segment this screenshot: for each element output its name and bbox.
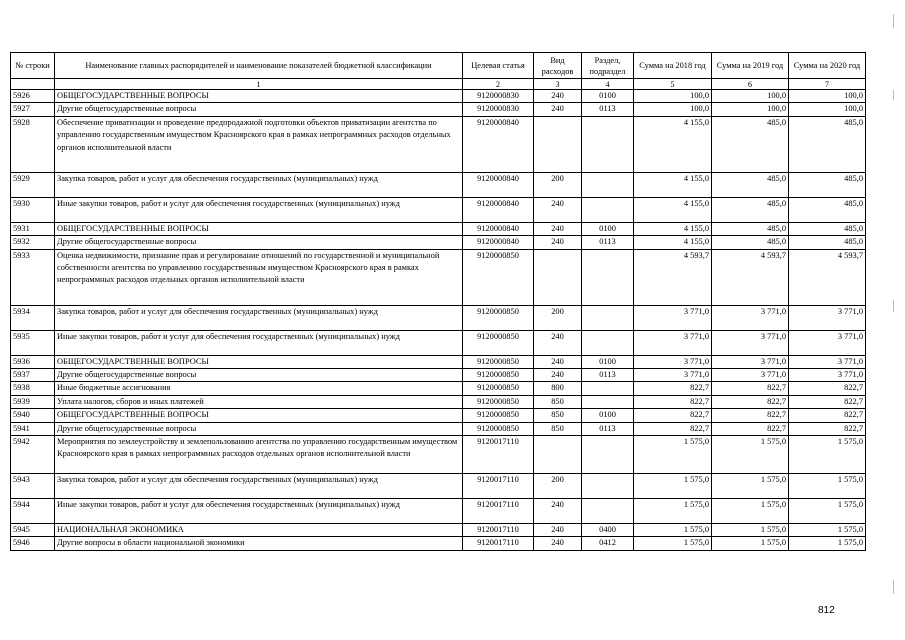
sum-2020: 3 771,0: [789, 330, 866, 355]
section-code: 0113: [582, 369, 634, 382]
row-name: Обеспечение приватизации и проведение предпродажной подготовки объектов приватизации агентства по управлению государственным имуществом Красноярского края в рамках непрограммных расходов отдельных органов исполнительной власти: [55, 116, 463, 172]
sum-2020: 485,0: [789, 197, 866, 222]
sum-2019: 3 771,0: [712, 305, 789, 330]
row-number: 5939: [11, 395, 55, 408]
section-code: [582, 249, 634, 305]
sum-2019: 822,7: [712, 395, 789, 408]
page-number: 812: [818, 605, 835, 616]
expense-type: 850: [534, 409, 582, 422]
row-name: Уплата налогов, сборов и иных платежей: [55, 395, 463, 408]
target-article: 9120000850: [463, 395, 534, 408]
table-row: [11, 197, 866, 222]
sum-2020: 3 771,0: [789, 355, 866, 368]
section-code: 0100: [582, 222, 634, 235]
section-code: 0113: [582, 236, 634, 249]
row-number: 5932: [11, 236, 55, 249]
row-name: ОБЩЕГОСУДАРСТВЕННЫЕ ВОПРОСЫ: [55, 90, 463, 103]
table-row: [11, 172, 866, 197]
column-number: 5: [634, 79, 712, 90]
row-number: 5945: [11, 524, 55, 537]
sum-2020: 1 575,0: [789, 436, 866, 474]
sum-2018: 822,7: [634, 409, 712, 422]
row-name: Закупка товаров, работ и услуг для обеспечения государственных (муниципальных) нужд: [55, 305, 463, 330]
column-number: 1: [55, 79, 463, 90]
column-number: 6: [712, 79, 789, 90]
sum-2018: 4 593,7: [634, 249, 712, 305]
row-number: 5934: [11, 305, 55, 330]
sum-2018: 1 575,0: [634, 537, 712, 550]
row-name: Мероприятия по землеустройству и землепользованию агентства по управлению государственным имуществом Красноярского края в рамках непрограммных расходов отдельных органов исполнительной власти: [55, 436, 463, 474]
column-number: 4: [582, 79, 634, 90]
row-number: 5943: [11, 474, 55, 499]
column-number: 2: [463, 79, 534, 90]
scan-edge-mark: [893, 580, 894, 594]
sum-2019: 4 593,7: [712, 249, 789, 305]
sum-2018: 1 575,0: [634, 436, 712, 474]
sum-2018: 1 575,0: [634, 524, 712, 537]
table-row: [11, 436, 866, 474]
table-row: [11, 409, 866, 422]
table-row: [11, 422, 866, 435]
header-expense-type: Вид расходов: [534, 53, 582, 79]
scan-edge-mark: [893, 300, 894, 312]
table-row: [11, 395, 866, 408]
row-name: Другие общегосударственные вопросы: [55, 103, 463, 116]
expense-type: [534, 116, 582, 172]
sum-2020: 822,7: [789, 382, 866, 395]
section-code: 0113: [582, 103, 634, 116]
target-article: 9120000840: [463, 116, 534, 172]
header-sum-2018: Сумма на 2018 год: [634, 53, 712, 79]
expense-type: 240: [534, 236, 582, 249]
sum-2020: 822,7: [789, 422, 866, 435]
scan-edge-mark: [893, 14, 894, 28]
row-number: 5936: [11, 355, 55, 368]
sum-2020: 485,0: [789, 116, 866, 172]
target-article: 9120000840: [463, 236, 534, 249]
sum-2019: 822,7: [712, 422, 789, 435]
target-article: 9120000850: [463, 422, 534, 435]
sum-2019: 1 575,0: [712, 524, 789, 537]
target-article: 9120017110: [463, 524, 534, 537]
sum-2018: 3 771,0: [634, 369, 712, 382]
sum-2018: 822,7: [634, 395, 712, 408]
sum-2020: 1 575,0: [789, 537, 866, 550]
row-number: 5941: [11, 422, 55, 435]
target-article: 9120017110: [463, 499, 534, 524]
target-article: 9120000840: [463, 172, 534, 197]
table-row: [11, 236, 866, 249]
row-name: Другие общегосударственные вопросы: [55, 369, 463, 382]
section-code: [582, 116, 634, 172]
sum-2019: 822,7: [712, 382, 789, 395]
section-code: [582, 382, 634, 395]
table-row: [11, 116, 866, 172]
sum-2019: 485,0: [712, 197, 789, 222]
target-article: 9120000850: [463, 382, 534, 395]
sum-2018: 100,0: [634, 103, 712, 116]
row-name: Оценка недвижимости, признание прав и регулирование отношений по государственной и муниципальной собственности агентства по управлению государственным имуществом Красноярского края в рамках непрограммных расходов отдельных органов исполнительной власти: [55, 249, 463, 305]
table-row: [11, 103, 866, 116]
target-article: 9120017110: [463, 436, 534, 474]
table-row: [11, 90, 866, 103]
section-code: [582, 474, 634, 499]
section-code: [582, 330, 634, 355]
expense-type: 200: [534, 474, 582, 499]
expense-type: 240: [534, 499, 582, 524]
row-name: Другие вопросы в области национальной экономики: [55, 537, 463, 550]
target-article: 9120000850: [463, 369, 534, 382]
row-number: 5940: [11, 409, 55, 422]
section-code: [582, 436, 634, 474]
row-name: Закупка товаров, работ и услуг для обеспечения государственных (муниципальных) нужд: [55, 474, 463, 499]
row-name: ОБЩЕГОСУДАРСТВЕННЫЕ ВОПРОСЫ: [55, 355, 463, 368]
row-number: 5928: [11, 116, 55, 172]
expense-type: [534, 249, 582, 305]
target-article: 9120000850: [463, 249, 534, 305]
header-sum-2020: Сумма на 2020 год: [789, 53, 866, 79]
sum-2020: 485,0: [789, 222, 866, 235]
section-code: [582, 305, 634, 330]
sum-2019: 485,0: [712, 172, 789, 197]
table-header-row: [11, 53, 866, 79]
expense-type: 240: [534, 197, 582, 222]
expense-type: 200: [534, 305, 582, 330]
sum-2018: 4 155,0: [634, 222, 712, 235]
expense-type: 240: [534, 537, 582, 550]
table-row: [11, 249, 866, 305]
row-number: 5929: [11, 172, 55, 197]
column-number: 3: [534, 79, 582, 90]
section-code: [582, 499, 634, 524]
target-article: 9120000830: [463, 103, 534, 116]
expense-type: 240: [534, 355, 582, 368]
row-name: Другие общегосударственные вопросы: [55, 236, 463, 249]
target-article: 9120000850: [463, 330, 534, 355]
row-name: Иные закупки товаров, работ и услуг для обеспечения государственных (муниципальных) нужд: [55, 330, 463, 355]
section-code: 0400: [582, 524, 634, 537]
section-code: 0100: [582, 90, 634, 103]
row-number: 5927: [11, 103, 55, 116]
target-article: 9120017110: [463, 474, 534, 499]
row-number: 5933: [11, 249, 55, 305]
sum-2018: 3 771,0: [634, 355, 712, 368]
row-name: ОБЩЕГОСУДАРСТВЕННЫЕ ВОПРОСЫ: [55, 409, 463, 422]
expense-type: 240: [534, 330, 582, 355]
sum-2020: 485,0: [789, 236, 866, 249]
sum-2019: 100,0: [712, 90, 789, 103]
expense-type: 240: [534, 524, 582, 537]
expense-type: 850: [534, 422, 582, 435]
expense-type: 240: [534, 369, 582, 382]
target-article: 9120000850: [463, 355, 534, 368]
row-name: Закупка товаров, работ и услуг для обеспечения государственных (муниципальных) нужд: [55, 172, 463, 197]
sum-2019: 485,0: [712, 222, 789, 235]
row-name: ОБЩЕГОСУДАРСТВЕННЫЕ ВОПРОСЫ: [55, 222, 463, 235]
sum-2018: 4 155,0: [634, 172, 712, 197]
row-number: 5931: [11, 222, 55, 235]
row-name: Иные закупки товаров, работ и услуг для обеспечения государственных (муниципальных) нужд: [55, 499, 463, 524]
row-number: 5930: [11, 197, 55, 222]
sum-2020: 100,0: [789, 103, 866, 116]
sum-2019: 1 575,0: [712, 474, 789, 499]
section-code: 0113: [582, 422, 634, 435]
expense-type: 240: [534, 222, 582, 235]
sum-2020: 1 575,0: [789, 524, 866, 537]
expense-type: 850: [534, 395, 582, 408]
row-name: НАЦИОНАЛЬНАЯ ЭКОНОМИКА: [55, 524, 463, 537]
sum-2018: 3 771,0: [634, 305, 712, 330]
header-name: Наименование главных распорядителей и наименование показателей бюджетной классификации: [55, 53, 463, 79]
scan-edge-mark: [893, 90, 894, 100]
row-name: Иные бюджетные ассигнования: [55, 382, 463, 395]
row-number: 5942: [11, 436, 55, 474]
table-row: [11, 499, 866, 524]
expense-type: 200: [534, 172, 582, 197]
sum-2020: 822,7: [789, 409, 866, 422]
sum-2018: 1 575,0: [634, 474, 712, 499]
target-article: 9120000840: [463, 222, 534, 235]
row-name: Другие общегосударственные вопросы: [55, 422, 463, 435]
section-code: 0412: [582, 537, 634, 550]
expense-type: 800: [534, 382, 582, 395]
section-code: 0100: [582, 409, 634, 422]
sum-2020: 485,0: [789, 172, 866, 197]
header-sum-2019: Сумма на 2019 год: [712, 53, 789, 79]
sum-2020: 3 771,0: [789, 369, 866, 382]
column-number: [11, 79, 55, 90]
table-row: [11, 524, 866, 537]
sum-2018: 100,0: [634, 90, 712, 103]
row-number: 5938: [11, 382, 55, 395]
row-number: 5944: [11, 499, 55, 524]
sum-2019: 822,7: [712, 409, 789, 422]
table-row: [11, 382, 866, 395]
target-article: 9120000850: [463, 305, 534, 330]
expense-type: [534, 436, 582, 474]
header-target-article: Целевая статья: [463, 53, 534, 79]
sum-2020: 3 771,0: [789, 305, 866, 330]
header-row-number: № строки: [11, 53, 55, 79]
header-section: Раздел, подраздел: [582, 53, 634, 79]
table-row: [11, 305, 866, 330]
sum-2018: 4 155,0: [634, 197, 712, 222]
row-number: 5937: [11, 369, 55, 382]
sum-2018: 4 155,0: [634, 116, 712, 172]
table-row: [11, 369, 866, 382]
table-body: [11, 90, 866, 551]
sum-2020: 100,0: [789, 90, 866, 103]
section-code: [582, 197, 634, 222]
section-code: [582, 172, 634, 197]
sum-2020: 1 575,0: [789, 499, 866, 524]
sum-2019: 1 575,0: [712, 436, 789, 474]
row-number: 5946: [11, 537, 55, 550]
table-row: [11, 330, 866, 355]
sum-2018: 822,7: [634, 422, 712, 435]
target-article: 9120000840: [463, 197, 534, 222]
sum-2019: 100,0: [712, 103, 789, 116]
column-number-row: [11, 79, 866, 90]
sum-2020: 1 575,0: [789, 474, 866, 499]
column-number: 7: [789, 79, 866, 90]
sum-2020: 822,7: [789, 395, 866, 408]
target-article: 9120000850: [463, 409, 534, 422]
table-row: [11, 537, 866, 550]
table-row: [11, 474, 866, 499]
sum-2018: 4 155,0: [634, 236, 712, 249]
sum-2019: 485,0: [712, 236, 789, 249]
sum-2019: 3 771,0: [712, 369, 789, 382]
sum-2019: 1 575,0: [712, 537, 789, 550]
section-code: [582, 395, 634, 408]
row-name: Иные закупки товаров, работ и услуг для обеспечения государственных (муниципальных) нужд: [55, 197, 463, 222]
table-row: [11, 355, 866, 368]
sum-2018: 3 771,0: [634, 330, 712, 355]
budget-table: [10, 52, 866, 551]
sum-2019: 1 575,0: [712, 499, 789, 524]
sum-2018: 822,7: [634, 382, 712, 395]
expense-type: 240: [534, 103, 582, 116]
sum-2019: 3 771,0: [712, 330, 789, 355]
row-number: 5935: [11, 330, 55, 355]
table-row: [11, 222, 866, 235]
sum-2019: 485,0: [712, 116, 789, 172]
section-code: 0100: [582, 355, 634, 368]
target-article: 9120017110: [463, 537, 534, 550]
sum-2018: 1 575,0: [634, 499, 712, 524]
sum-2020: 4 593,7: [789, 249, 866, 305]
row-number: 5926: [11, 90, 55, 103]
sum-2019: 3 771,0: [712, 355, 789, 368]
expense-type: 240: [534, 90, 582, 103]
target-article: 9120000830: [463, 90, 534, 103]
